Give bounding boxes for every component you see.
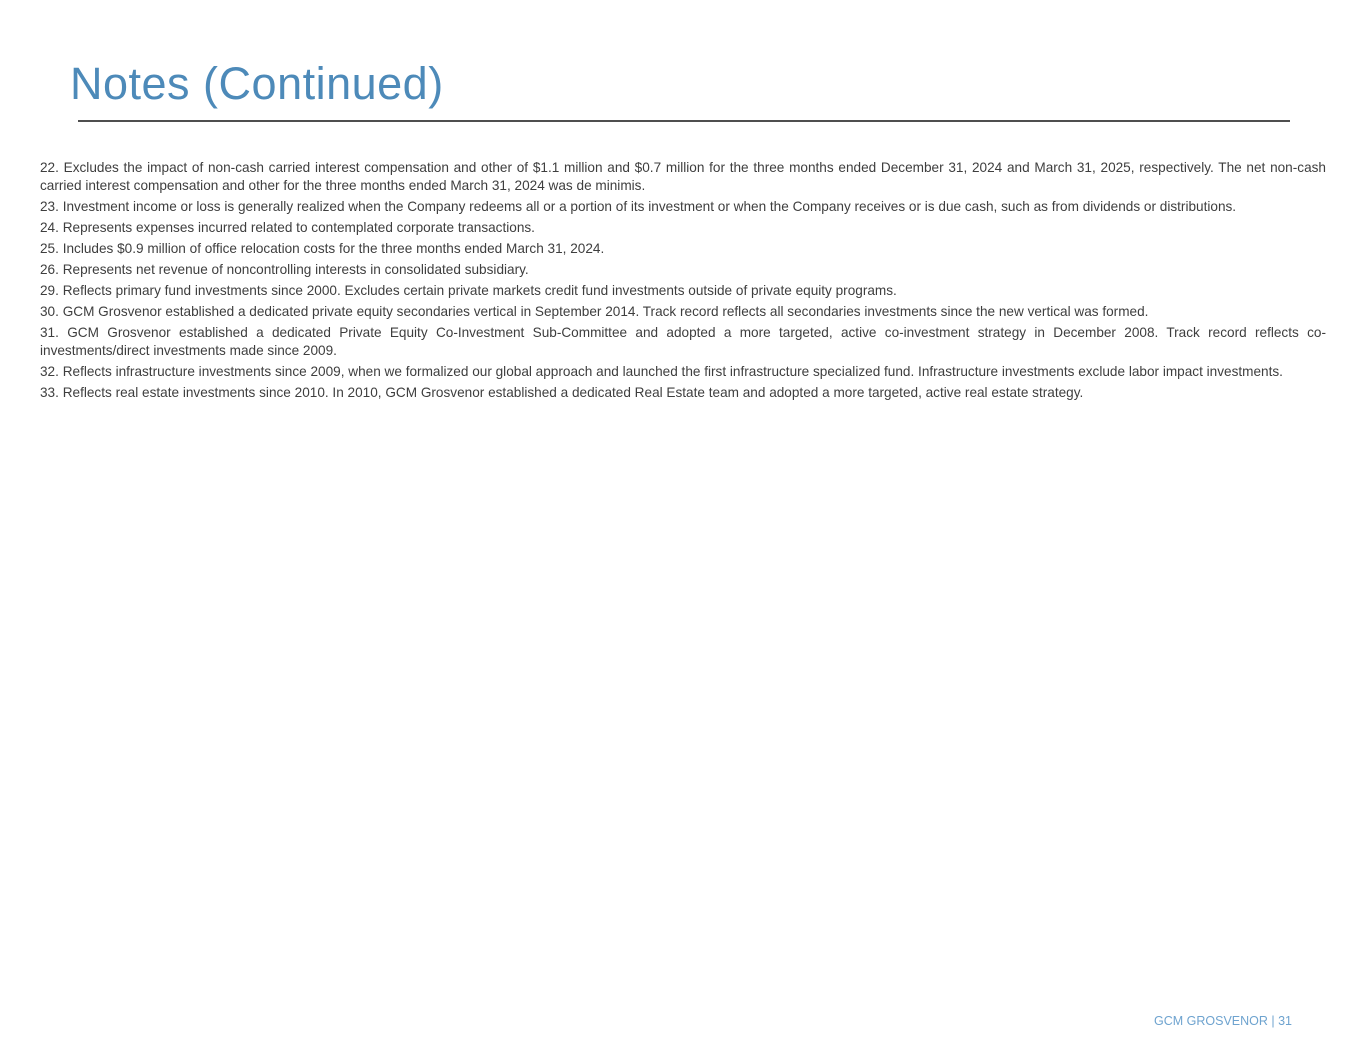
note-item-24 (40, 219, 1326, 237)
note-item-29 (40, 282, 1326, 300)
note-number: 24. (40, 220, 59, 235)
note-number: 26. (40, 262, 59, 277)
note-item-25 (40, 240, 1326, 258)
note-item-22 (40, 159, 1326, 195)
note-text: GCM Grosvenor established a dedicated Private Equity Co-Investment Sub-Committee and adopted a more targeted, active co-investment strategy in December 2008. Track record reflects co-investments/direct investments made since 2009. (40, 325, 1326, 358)
note-item-23 (40, 198, 1326, 216)
note-number: 30. (40, 304, 59, 319)
note-item-31 (40, 324, 1326, 360)
notes-section (40, 159, 1326, 405)
note-number: 31. (40, 325, 59, 340)
note-item-26 (40, 261, 1326, 279)
note-text: Represents expenses incurred related to contemplated corporate transactions. (62, 220, 535, 235)
note-text: Represents net revenue of noncontrolling interests in consolidated subsidiary. (62, 262, 529, 277)
page-title: Notes (Continued) (70, 58, 444, 109)
note-item-32 (40, 363, 1326, 381)
title-underline-rule (78, 120, 1290, 122)
note-text: Reflects real estate investments since 2010. In 2010, GCM Grosvenor established a dedicated Real Estate team and adopted a more targeted, active real estate strategy. (62, 385, 1084, 400)
note-number: 22. (40, 160, 59, 175)
note-text: Investment income or loss is generally realized when the Company redeems all or a portion of its investment or when the Company receives or is due cash, such as from dividends or distributions. (62, 199, 1237, 214)
footer-company-page-number: GCM GROSVENOR | 31 (1154, 1014, 1292, 1028)
note-number: 33. (40, 385, 59, 400)
note-text: Reflects infrastructure investments since 2009, when we formalized our global approach and launched the first infrastructure specialized fund. Infrastructure investments exclude labor impact investments. (62, 364, 1283, 379)
note-text: Excludes the impact of non-cash carried interest compensation and other of $1.1 million and $0.7 million for the three months ended December 31, 2024 and March 31, 2025, respectively. The net non-cash carried interest compensation and other for the three months ended March 31, 2024 was de minimis. (40, 160, 1326, 193)
note-number: 29. (40, 283, 59, 298)
note-item-33 (40, 384, 1326, 402)
note-item-30 (40, 303, 1326, 321)
note-text: Includes $0.9 million of office relocation costs for the three months ended March 31, 2024. (62, 241, 605, 256)
note-number: 25. (40, 241, 59, 256)
note-number: 23. (40, 199, 59, 214)
note-text: GCM Grosvenor established a dedicated private equity secondaries vertical in September 2014. Track record reflects all secondaries investments since the new vertical was formed. (62, 304, 1149, 319)
note-text: Reflects primary fund investments since 2000. Excludes certain private markets credit fund investments outside of private equity programs. (62, 283, 897, 298)
note-number: 32. (40, 364, 59, 379)
